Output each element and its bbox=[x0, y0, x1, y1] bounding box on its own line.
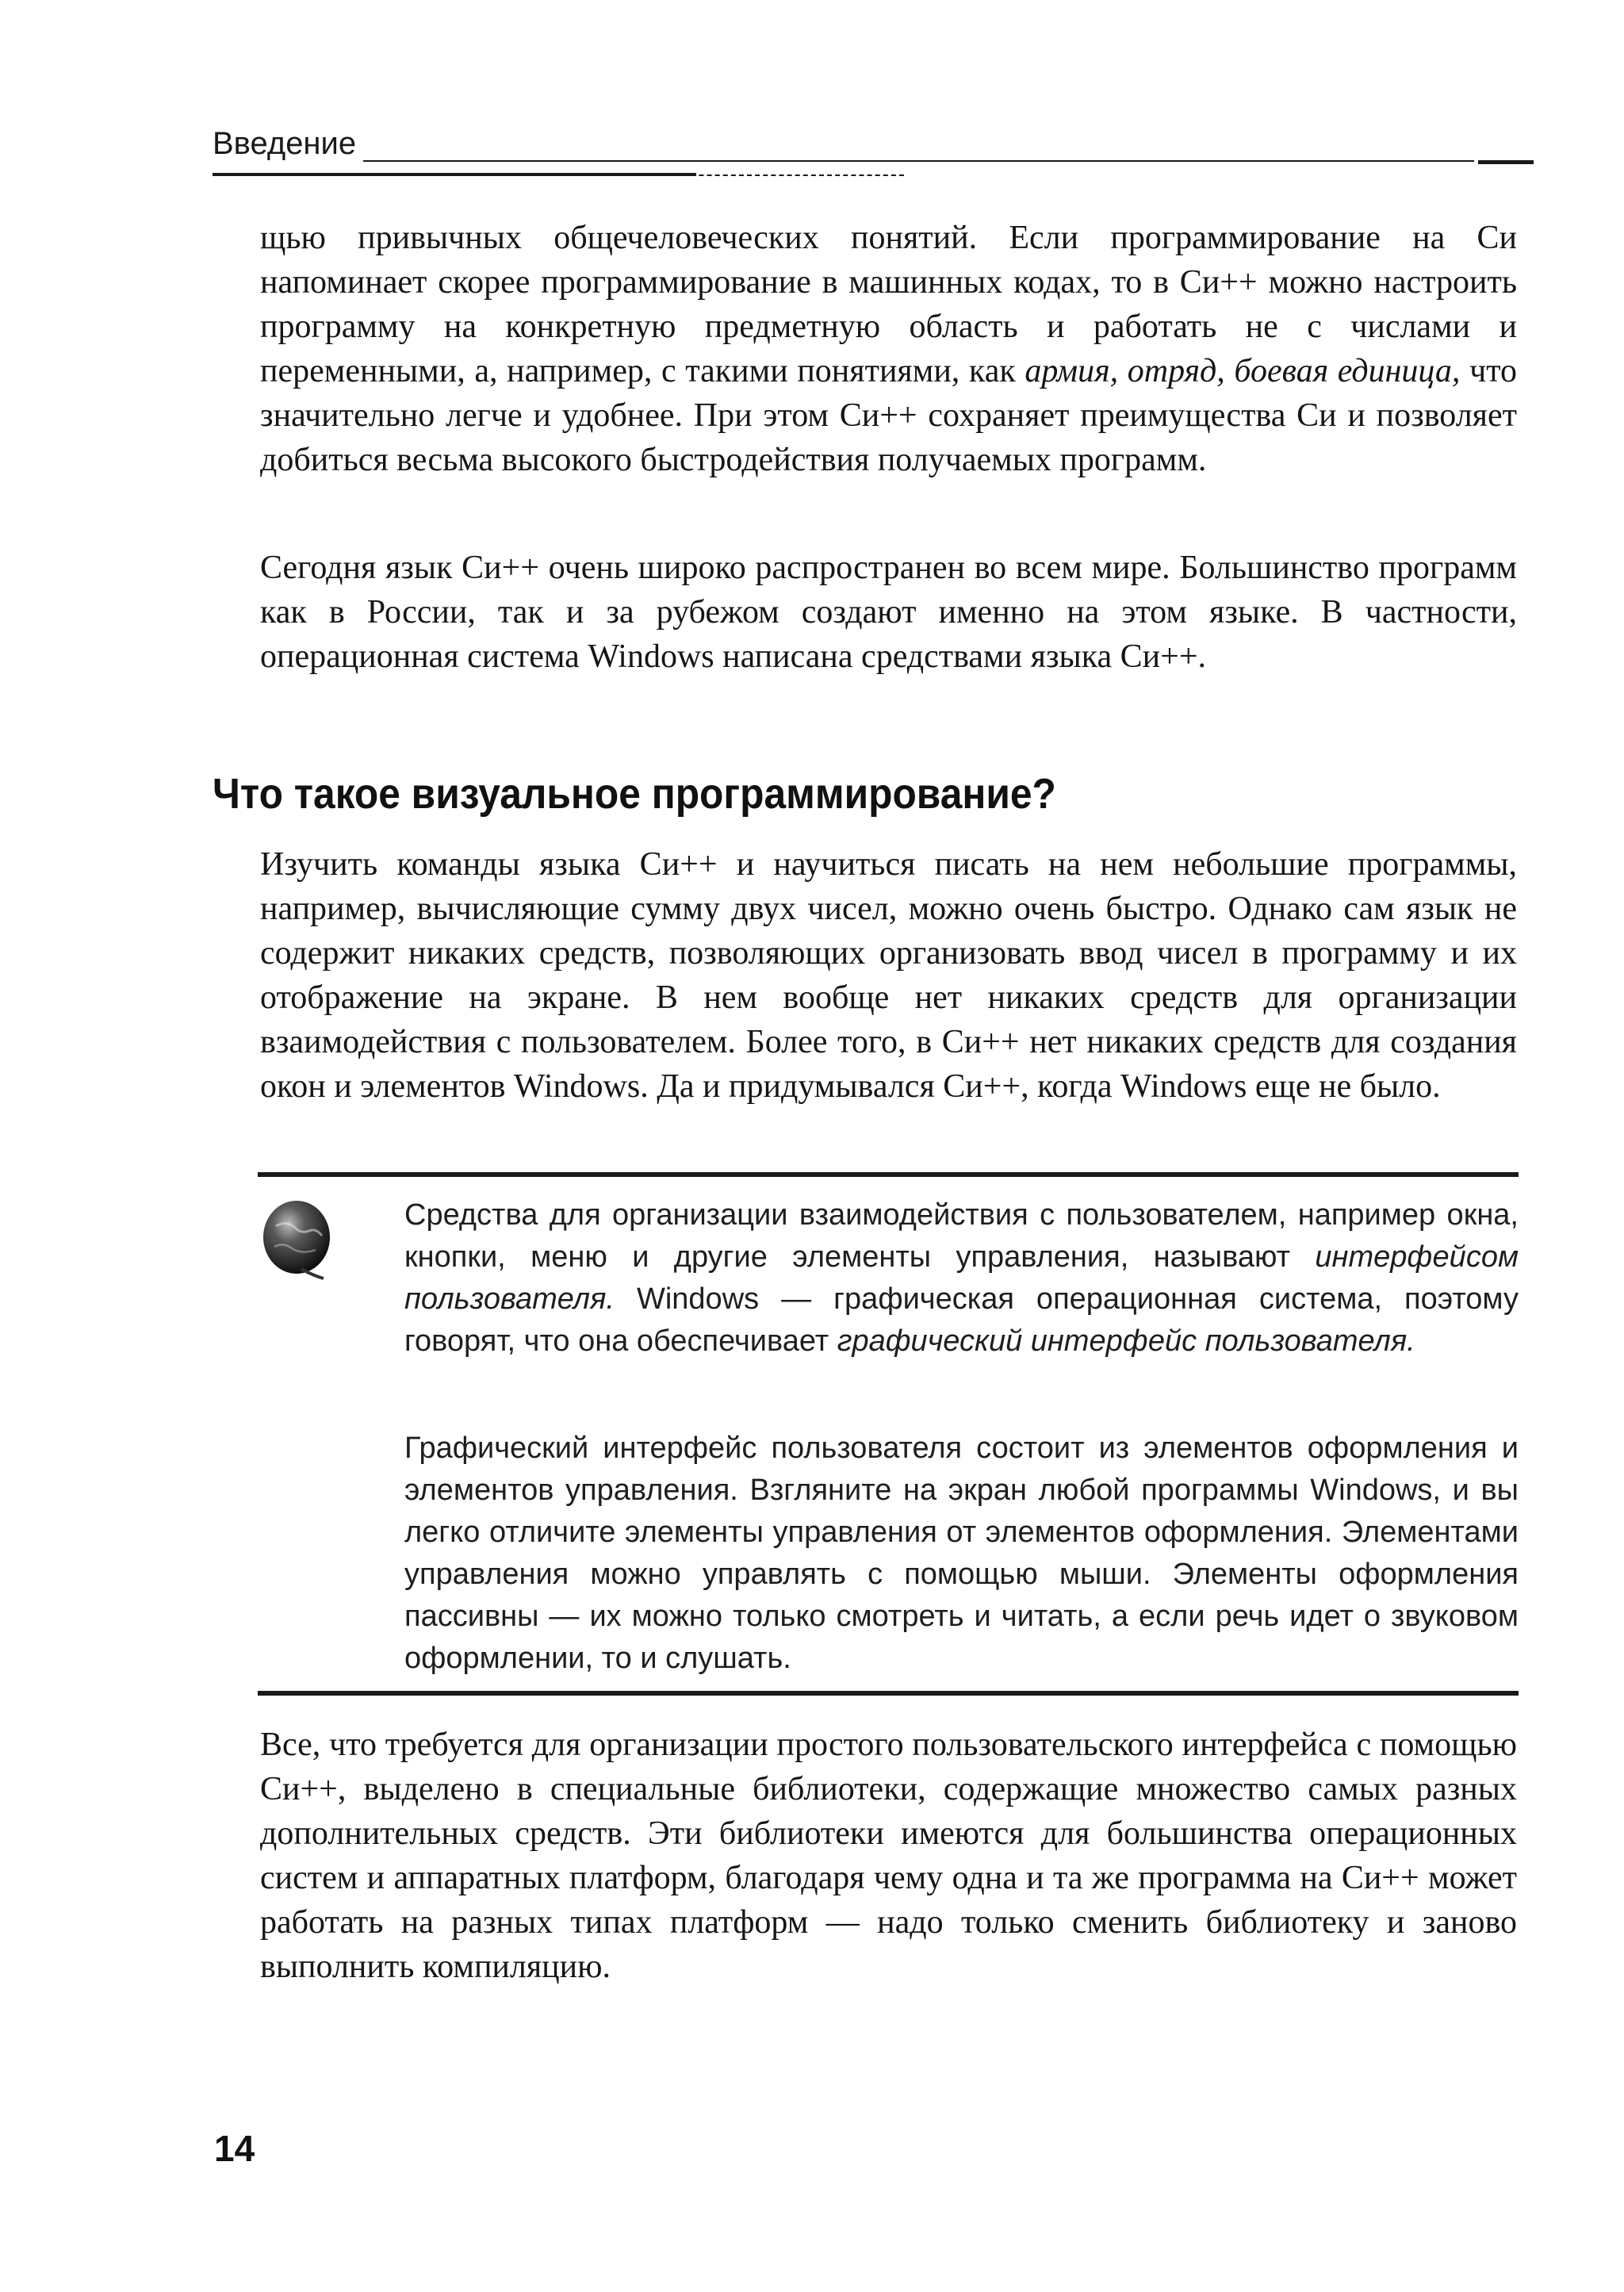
paragraph-2 bbox=[260, 546, 1517, 679]
running-header bbox=[213, 127, 1534, 167]
note-bottom-rule bbox=[258, 1691, 1519, 1696]
note-paragraph-1 bbox=[404, 1194, 1519, 1363]
paragraph-2-text: Сегодня язык Си++ очень широко распространен во всем мире. Большинство программ как в России, так и за рубежом создают именно на этом языке. В частности, операционная система Windows написана средствами языка Си++. bbox=[260, 550, 1517, 675]
note-emphasis-1: интерфейсом пользователя. bbox=[404, 1240, 1519, 1316]
paragraph-1-start: щью привычных общечеловеческих понятий. Если программирование на Си напоминает скорее программирование в машинных кодах, то в Си++ можно настроить программу на конкретную предметную область и работать не с числами и переменными, а, например, с такими понятиями, как bbox=[260, 220, 1517, 389]
paragraph-1 bbox=[260, 216, 1517, 482]
paragraph-1-end: что значительно легче и удобнее. При этом Си++ сохраняет преимущества Си и позволяет добиться весьма высокого быстродействия получаемых программ. bbox=[260, 353, 1517, 478]
header-underline-dashed bbox=[587, 174, 904, 176]
note-paragraph-2-text: Графический интерфейс пользователя состоит из элементов оформления и элементов управления. Взгляните на экран любой программы Windows, и вы легко отличите элементы управления от элементов оформления. Элементами управления можно управлять с помощью мыши. Элементы оформления пассивны — их можно только смотреть и читать, а если речь идет о звуковом оформлении, то и слушать. bbox=[404, 1432, 1519, 1675]
paragraph-1-emphasis: армия, отряд, боевая единица, bbox=[1025, 353, 1461, 389]
section-heading: Что такое визуальное программирование? bbox=[213, 770, 1056, 818]
note-text-part-2: Windows — графическая операционная система, поэтому говорят, что она обеспечивает bbox=[404, 1282, 1519, 1358]
note-globe-icon bbox=[260, 1196, 336, 1283]
note-emphasis-2: графический интерфейс пользователя. bbox=[837, 1324, 1415, 1358]
note-top-rule bbox=[258, 1172, 1519, 1177]
header-rule-end bbox=[1478, 160, 1534, 164]
note-text-part-1: Средства для организации взаимодействия с пользователем, например окна, кнопки, меню и другие элементы управления, называют bbox=[404, 1198, 1519, 1274]
header-title: Введение bbox=[213, 126, 357, 161]
note-paragraph-2 bbox=[404, 1428, 1519, 1680]
page-number: 14 bbox=[214, 2128, 255, 2169]
paragraph-4 bbox=[260, 1723, 1517, 1989]
header-rule bbox=[363, 160, 1474, 162]
paragraph-3 bbox=[260, 842, 1517, 1109]
paragraph-4-text: Все, что требуется для организации простого пользовательского интерфейса с помощью Си++, выделено в специальные библиотеки, содержащие множество самых разных дополнительных средств. Эти библиотеки имеются для большинства операционных систем и аппаратных платформ, благодаря чему одна и та же программа на Си++ может работать на разных типах платформ — надо только сменить библиотеку и заново выполнить компиляцию. bbox=[260, 1727, 1517, 1985]
paragraph-3-text: Изучить команды языка Си++ и научиться писать на нем небольшие программы, например, вычисляющие сумму двух чисел, можно очень быстро. Однако сам язык не содержит никаких средств, позволяющих организовать ввод чисел в программу и их отображение на экране. В нем вообще нет никаких средств для организации взаимодействия с пользователем. Более того, в Си++ нет никаких средств для создания окон и элементов Windows. Да и придумывался Си++, когда Windows еще не было. bbox=[260, 846, 1517, 1105]
